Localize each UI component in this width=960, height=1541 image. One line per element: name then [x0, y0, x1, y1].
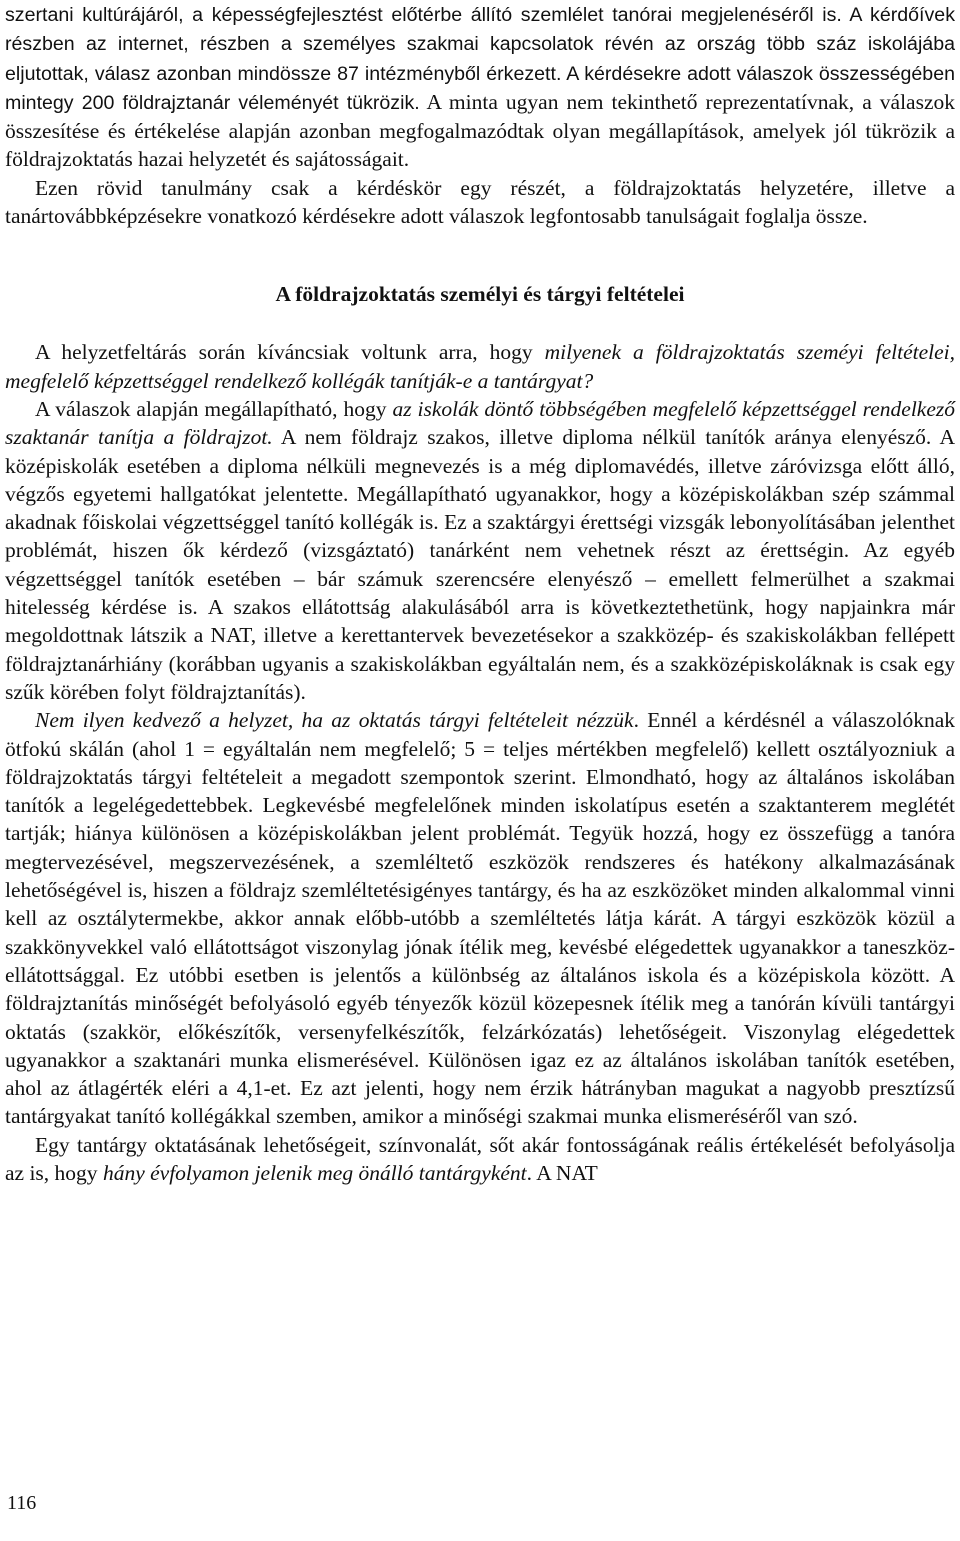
- p1-text: A helyzetfeltárás során kíváncsiak voltunk arra, hogy: [35, 340, 545, 365]
- document-page: [5, 0, 955, 1187]
- p3-text: . Ennél a kérdésnél a válaszolóknak ötfokú skálán (ahol 1 = egyáltalán nem megfelelő; 5 = teljes mértékben megfelelő) kellett osztályozniuk a földrajzoktatás tárgyi feltételeit a megadott szempontok szerint. Elmondható, hogy az általános iskolában tanítók a legelégedettebbek. Legkevésbé megfelelőnek minden iskolatípus esetén a szaktanterem meglétét tartják; hiánya különösen a középiskolákban jelent problémát. Tegyük hozzá, hogy ez összefügg a tanóra megtervezésével, megszervezésének, a szemléltető eszközök rendszeres és hatékony alkalmazásának lehetőségével is, hiszen a földrajz szemléltetésigényes tantárgy, és ha az eszközöket minden alkalommal vinni kell az osztálytermekbe, akkor annak előbb-utóbb a szemléltetés látja kárát. A tárgyi eszközök közül a szakkönyvekkel való ellátottságot viszonylag jónak ítélik meg, kevésbé elégedettek ugyanakkor a taneszköz-ellátottsággal. Ez utóbbi esetben is jelentős a különbség az általános iskola és a középiskola között. A földrajztanítás minőségét befolyásoló egyéb tényezők közül közepesnek ítélik meg a tanórán kívüli tantárgyi oktatás (szakkör, előkészítők, versenyfelkészítők, felzárkózatás) lehetőségeit. Viszonylag elégedettek ugyanakkor a szaktanári munka elismerésével. Különösen igaz ez az általános iskolában tanítók esetében, ahol az átlagérték eléri a 4,1-et. Ez azt jelenti, hogy nem érzik hátrányban magukat a nagyobb presztízsű tantárgyakat tanító kollégákkal szemben, amikor a minőségi szakmai munka elismeréséről van szó.: [5, 708, 955, 1129]
- p1-emphasis: milyenek a földrajzoktatás szeméyi feltételei, megfelelő képzettséggel rendelkező kollégák tanítják-e a tantárgyat?: [5, 340, 955, 393]
- p2-text-b: A nem földrajz szakos, illetve diploma nélkül tanítók aránya elenyésző. A középiskolák esetében a diploma nélküli megnevezés is a még diplomavédés, illetve záróvizsga előtt álló, végzős egyetemi hallgatókat jelentette. Megállapítható ugyanakkor, hogy a középiskolákban szép számmal akadnak főiskolai végzettséggel tanító kollégák is. Ez a szaktárgyi érettségi vizsgák lebonyolításában jelenthet problémát, hiszen ők kérdező (vizsgáztató) tanárként nem vehetnek részt az érettségin. Az egyéb végzettséggel tanítók esetében – bár számuk szerencsére elenyésző – emellett felmerülhet a szakmai hitelesség kérdése is. A szakos ellátottság alakulásából arra is következtethetünk, hogy napjainkra már megoldottnak látszik a NAT, illetve a kerettantervek bevezetésekor a szakközép- és szakiskolákban fellépett földrajztanárhiány (korábban ugyanis a szakiskolákban egyáltalán nem, és a szakközépiskoláknak is csak egy szűk körében folyt földrajztanítás).: [5, 425, 956, 704]
- section-paragraph-4: [5, 1131, 955, 1188]
- summary-paragraph: Ezen rövid tanulmány csak a kérdéskör egy részét, a földrajzoktatás helyzetére, illetve a tanártovábbképzésekre vonatkozó kérdésekre adott válaszok legfontosabb tanulságait foglalja össze.: [5, 175, 955, 229]
- p3-emphasis: Nem ilyen kedvező a helyzet, ha az oktatás tárgyi feltételeit nézzük: [35, 708, 634, 733]
- intro-sans-text: szertani kultúrájáról, a képességfejlesztést előtérbe állító szemlélet tanórai megjelenéséről is. A kérdőívek részben az internet, részben a személyes szakmai kapcsolatok révén az ország több száz iskolájába eljutottak, válasz azonban mindössze 87 intézményből érkezett. A kérdésekre adott válaszok összességében mintegy 200 földrajztanár véleményét tükrözik.: [5, 4, 955, 114]
- page-number: 116: [7, 1492, 37, 1514]
- p4-text-a: Egy tantárgy oktatásának lehetőségeit, színvonalát, sőt akár fontosságának reális értékelését befolyásolja az is, hogy: [5, 1132, 955, 1185]
- section-heading: A földrajzoktatás személyi és tárgyi feltételei: [275, 282, 685, 307]
- p2-emphasis: az iskolák döntő többségében megfelelő képzettséggel rendelkező szaktanár tanítja a földrajzot.: [5, 396, 956, 450]
- p2-text-a: A válaszok alapján megállapítható, hogy: [35, 396, 393, 421]
- section-paragraph-1: [5, 338, 955, 395]
- p4-emphasis: hány évfolyamon jelenik meg önálló tantárgyként: [102, 1160, 527, 1185]
- intro-paragraph: [5, 0, 955, 174]
- p4-text-b: . A NAT: [526, 1160, 598, 1185]
- section-paragraph-2: [5, 395, 955, 706]
- section-paragraph-3: [5, 706, 955, 1130]
- intro-serif-text: A minta ugyan nem tekinthető reprezentatívnak, a válaszok összesítése és értékelése alapján azonban megfogalmazódtak olyan megállapítások, amelyek jól tükrözik a földrajzoktatás hazai helyzetét és sajátosságait.: [5, 89, 955, 172]
